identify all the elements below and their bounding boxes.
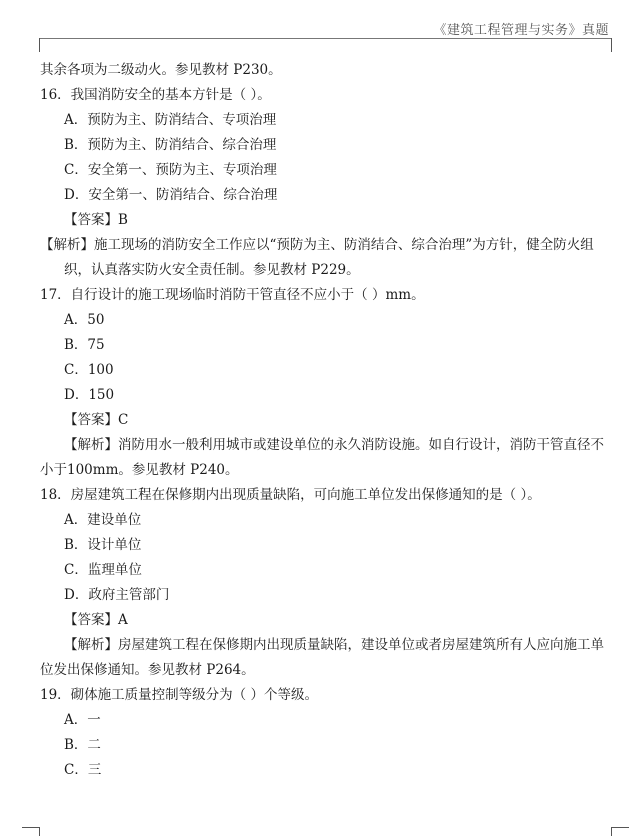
crop-mark-top-left — [39, 38, 40, 52]
question-19 — [40, 683, 612, 783]
option-d: D．150 — [64, 387, 115, 403]
analysis: 【解析】房屋建筑工程在保修期内出现质量缺陷，建设单位或者房屋建筑所有人应向施工单位发出保修通知。参见教材 P264。 — [40, 637, 604, 678]
question-stem: 18．房屋建筑工程在保修期内出现质量缺陷，可向施工单位发出保修通知的是（ ）。 — [40, 487, 541, 503]
crop-mark-bottom-left — [22, 827, 40, 828]
question-16 — [40, 83, 612, 283]
analysis: 【解析】消防用水一般利用城市或建设单位的永久消防设施。如自行设计，消防干管直径不小于100mm。参见教材 P240。 — [40, 437, 604, 478]
option-c: C．三 — [64, 762, 102, 778]
option-b: B．75 — [64, 337, 105, 353]
header-title: 《建筑工程管理与实务》真题 — [433, 23, 609, 38]
crop-mark-bottom-left-v — [39, 827, 40, 836]
option-c: C．安全第一、预防为主、专项治理 — [64, 162, 277, 178]
answer: 【答案】C — [64, 412, 129, 428]
option-a: A．一 — [64, 712, 101, 728]
document-body — [40, 58, 612, 783]
continued-text: 其余各项为二级动火。参见教材 P230。 — [40, 62, 282, 78]
option-b: B．预防为主、防消结合、综合治理 — [64, 137, 277, 153]
question-stem: 16．我国消防安全的基本方针是（ ）。 — [40, 87, 271, 103]
analysis: 【解析】施工现场的消防安全工作应以“预防为主、防消结合、综合治理”为方针，健全防火组织，认真落实防火安全责任制。参见教材 P229。 — [40, 237, 594, 278]
option-b: B．设计单位 — [64, 537, 142, 553]
option-d: D．政府主管部门 — [64, 587, 170, 603]
crop-mark-bottom-right-v — [611, 827, 612, 836]
option-c: C．监理单位 — [64, 562, 142, 578]
question-stem: 19．砌体施工质量控制等级分为（ ）个等级。 — [40, 687, 318, 703]
option-c: C．100 — [64, 362, 114, 378]
crop-mark-bottom-right — [611, 827, 629, 828]
crop-mark-top-right — [611, 38, 612, 52]
option-d: D．安全第一、防消结合、综合治理 — [64, 187, 278, 203]
answer: 【答案】A — [64, 612, 128, 628]
question-18 — [40, 483, 612, 683]
option-a: A．建设单位 — [64, 512, 142, 528]
question-stem: 17．自行设计的施工现场临时消防干管直径不应小于（ ）mm。 — [40, 287, 425, 303]
question-17 — [40, 283, 612, 483]
header-rule — [40, 38, 611, 39]
option-b: B．二 — [64, 737, 101, 753]
option-a: A．50 — [64, 312, 105, 328]
answer: 【答案】B — [64, 212, 128, 228]
option-a: A．预防为主、防消结合、专项治理 — [64, 112, 277, 128]
